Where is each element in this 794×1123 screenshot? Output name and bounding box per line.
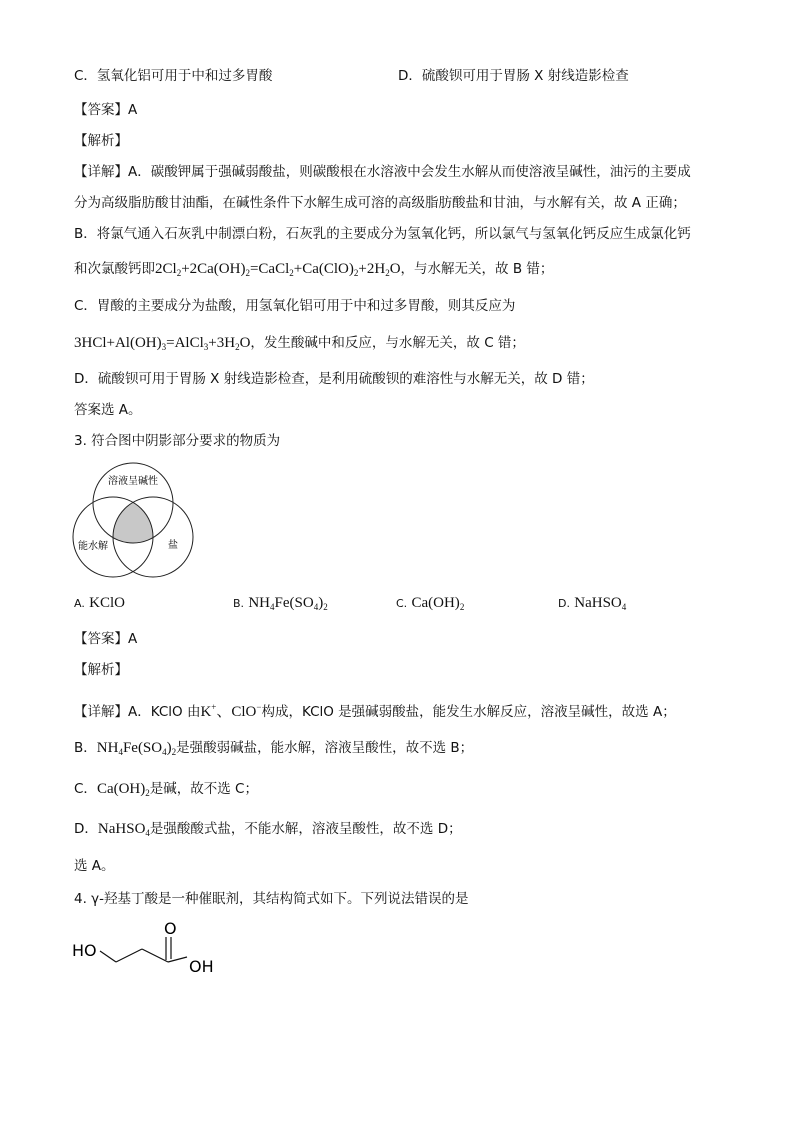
structure-oh: OH bbox=[189, 957, 214, 976]
option-d: D．硫酸钡可用于胃肠 X 射线造影检查 bbox=[398, 68, 629, 84]
detail-a-prefix: 【详解】A．KClO 由 bbox=[74, 704, 201, 720]
detail-b-suffix: 是强酸弱碱盐，能水解，溶液呈酸性，故不选 B； bbox=[176, 740, 474, 756]
option-b-formula: $NH_4Fe(SO_4)_2$ bbox=[248, 595, 328, 612]
detail-line-2: 分为高级脂肪酸甘油酯，在碱性条件下水解生成可溶的高级脂肪酸盐和甘油，与水解有关，故 A 正确； bbox=[74, 195, 686, 211]
detail-line-5: C．胃酸的主要成分为盐酸，用氢氧化铝可用于中和过多胃酸，则其反应为 bbox=[74, 298, 516, 314]
detail-line-6-suffix: ，发生酸碱中和反应，与水解无关，故 C 错； bbox=[250, 335, 525, 351]
detail-c-prefix: C． bbox=[74, 781, 97, 797]
gamma-hydroxybutyric-acid-structure bbox=[70, 912, 230, 982]
detail-a-suffix: 构成，KClO 是强碱弱酸盐，能发生水解反应，溶液呈碱性，故选 A； bbox=[261, 704, 676, 720]
venn-label-top: 溶液呈碱性 bbox=[108, 476, 158, 487]
option-a bbox=[74, 593, 125, 614]
option-c bbox=[396, 593, 464, 617]
detail-line-4-suffix: ，与水解无关，故 B 错； bbox=[400, 261, 554, 277]
structure-ho: HO bbox=[72, 941, 97, 960]
detail-c-formula: $Ca(OH)_2$ bbox=[96, 781, 150, 798]
detail-b-prefix: B． bbox=[74, 740, 97, 756]
detail-line-1: 【详解】A．碳酸钾属于强碱弱酸盐，则碳酸根在水溶液中会发生水解从而使溶液呈碱性，油污的主要成 bbox=[74, 164, 691, 180]
conclusion: 答案选 A。 bbox=[74, 402, 142, 418]
detail-line-3: B．将氯气通入石灰乳中制漂白粉，石灰乳的主要成分为氢氧化钙，所以氯气与氢氧化钙反应生成氯化钙 bbox=[74, 226, 691, 242]
conclusion: 选 A。 bbox=[74, 858, 115, 874]
option-a-letter: A. bbox=[74, 597, 85, 610]
equation-neutralization: $3HCl+Al(OH)_3=AlCl_3+3H_2O$ bbox=[74, 335, 251, 352]
detail-b-formula: $NH_4Fe(SO_4)_2$ bbox=[96, 740, 177, 757]
venn-label-left: 能水解 bbox=[78, 541, 108, 552]
detail-d bbox=[74, 819, 462, 843]
option-b-letter: B. bbox=[233, 597, 245, 610]
option-c-formula: $Ca(OH)_2$ bbox=[411, 595, 465, 612]
option-d-letter: D. bbox=[558, 597, 570, 610]
structure-bonds bbox=[100, 937, 187, 962]
venn-label-right: 盐 bbox=[168, 540, 178, 551]
option-d bbox=[558, 593, 626, 617]
detail-line-4-prefix: 和次氯酸钙即 bbox=[74, 261, 155, 277]
detail-line-7: D．硫酸钡可用于胃肠 X 射线造影检查，是利用硫酸钡的难溶性与水解无关，故 D 错； bbox=[74, 371, 594, 387]
detail-a bbox=[74, 697, 676, 722]
option-c: C．氢氧化铝可用于中和过多胃酸 bbox=[74, 68, 273, 84]
answer-label: 【答案】A bbox=[74, 102, 138, 118]
option-a-formula: KClO bbox=[89, 595, 125, 611]
detail-d-suffix: 是强酸酸式盐，不能水解，溶液呈酸性，故不选 D； bbox=[149, 821, 462, 837]
detail-c-suffix: 是碱，故不选 C； bbox=[149, 781, 258, 797]
analysis-label: 【解析】 bbox=[74, 662, 128, 678]
detail-c bbox=[74, 779, 258, 803]
analysis-label: 【解析】 bbox=[74, 133, 128, 149]
detail-line-4 bbox=[74, 259, 553, 283]
detail-d-prefix: D． bbox=[74, 821, 98, 837]
detail-d-formula: NaHSO$_4$ bbox=[97, 821, 150, 838]
question-3-stem: 3. 符合图中阴影部分要求的物质为 bbox=[74, 433, 281, 449]
question-4-stem: 4. γ-羟基丁酸是一种催眠剂，其结构简式如下。下列说法错误的是 bbox=[74, 891, 469, 907]
structure-carbonyl-o: O bbox=[164, 919, 177, 938]
venn-diagram bbox=[70, 460, 200, 580]
detail-line-6 bbox=[74, 333, 525, 357]
answer-label: 【答案】A bbox=[74, 631, 138, 647]
equation-chlorine-lime: $2Cl_2+2Ca(OH)_2=CaCl_2+Ca(ClO)_2+2H_2O$ bbox=[155, 261, 401, 278]
detail-b bbox=[74, 738, 473, 762]
option-c-letter: C. bbox=[396, 597, 408, 610]
option-d-formula: NaHSO$_4$ bbox=[574, 595, 627, 612]
ions: K+、ClO− bbox=[200, 702, 262, 720]
option-b bbox=[233, 593, 328, 617]
